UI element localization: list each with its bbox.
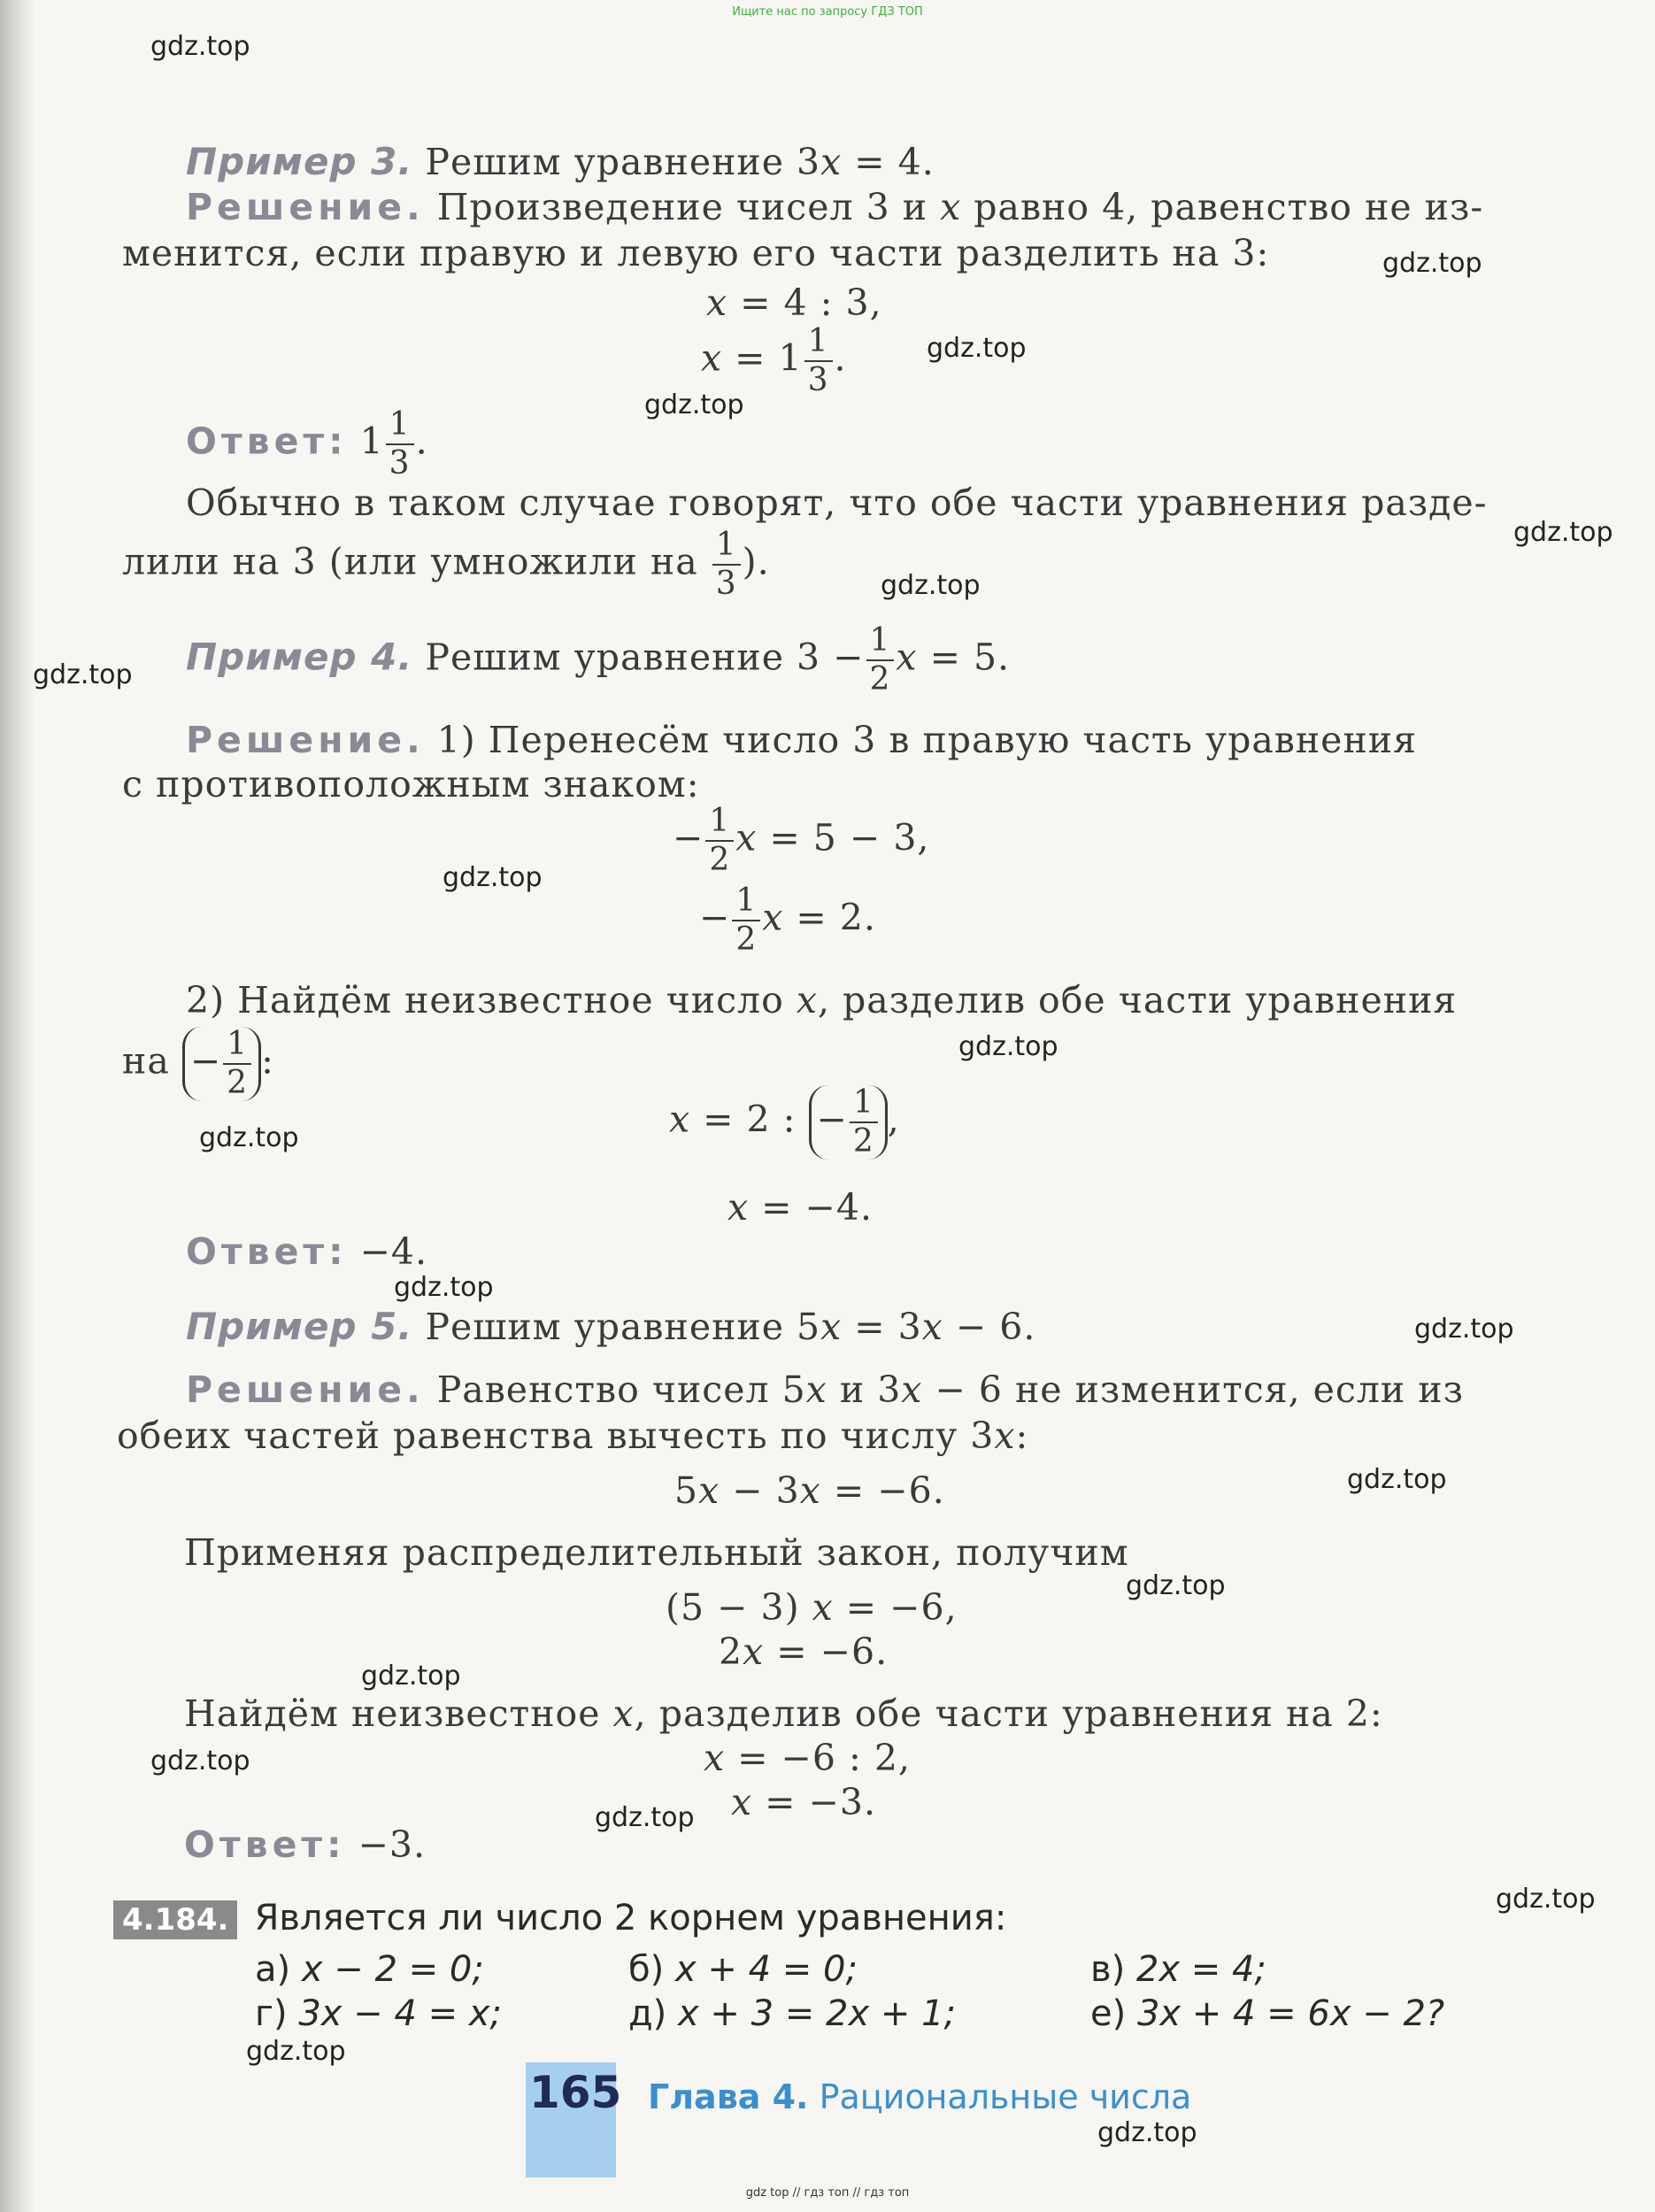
example-label: Пример 4.	[186, 635, 413, 679]
var: x	[701, 336, 723, 380]
text: = 1	[722, 336, 803, 380]
text: 2) Найдём неизвестное число	[186, 979, 797, 1021]
numerator: 1	[866, 625, 895, 661]
watermark: gdz.top	[958, 1031, 1058, 1062]
var: x	[612, 1692, 635, 1735]
var: x	[994, 1414, 1016, 1457]
exercise-number-badge: 4.184.	[113, 1900, 237, 1939]
example-3-heading	[186, 140, 935, 183]
var: x	[762, 896, 784, 939]
equation: − $\frac{1}{2}$ x = 5 − 3,	[673, 803, 930, 878]
example-5-solution-line1	[186, 1368, 1464, 1411]
var: x	[901, 1368, 923, 1411]
text: = 4 : 3,	[727, 281, 882, 324]
text: Найдём неизвестное	[184, 1692, 613, 1735]
chapter-name: Рациональные числа	[808, 2077, 1192, 2116]
watermark: gdz.top	[1414, 1314, 1514, 1345]
solution-label: Решение.	[186, 719, 425, 761]
text: равно 4, равенство не из-	[961, 186, 1484, 228]
watermark: gdz.top	[150, 1746, 250, 1777]
example-4-answer	[186, 1230, 427, 1273]
text: 1	[347, 420, 384, 463]
var: x	[820, 1306, 843, 1348]
page-number: 165	[529, 2067, 622, 2118]
var: x	[820, 141, 843, 183]
var: x	[669, 1098, 691, 1141]
item-equation: 2x = 4;	[1135, 1949, 1266, 1990]
text: обеих частей равенства вычесть по числу 3	[117, 1414, 995, 1457]
numerator: 1	[712, 529, 741, 566]
var: x	[805, 1368, 828, 1411]
parenthesized-fraction: − $\frac{1}{2}$	[809, 1085, 888, 1160]
equation: x = 1 $\frac{1}{3}$ .	[701, 323, 847, 398]
text: = 5.	[917, 636, 1011, 679]
note-line1: Обычно в таком случае говорят, что обе части уравнения разде-	[186, 482, 1488, 524]
example-5-heading	[186, 1305, 1035, 1348]
fraction	[712, 529, 741, 600]
text: лили на 3 (или умножили на	[122, 540, 711, 583]
text: −3.	[345, 1823, 427, 1866]
var: x	[796, 979, 818, 1021]
item-label: б)	[628, 1949, 665, 1990]
exercise-item-d	[628, 1993, 956, 2034]
var: x	[704, 1737, 726, 1779]
denominator: 2	[735, 921, 758, 958]
solution-label: Решение.	[186, 186, 425, 228]
equation	[666, 1586, 958, 1629]
fraction	[850, 1084, 878, 1160]
numerator: 1	[223, 1029, 251, 1065]
fraction	[866, 622, 895, 698]
var: x	[812, 1586, 834, 1629]
text: 2	[719, 1630, 743, 1673]
var: x	[921, 1306, 943, 1348]
equation	[674, 1469, 945, 1512]
watermark: gdz.top	[927, 333, 1027, 364]
numerator: 1	[850, 1087, 878, 1123]
text: ).	[742, 540, 770, 583]
watermark: gdz.top	[595, 1802, 695, 1833]
watermark: gdz.top	[1513, 517, 1613, 548]
find-unknown-line	[184, 1692, 1383, 1735]
watermark: gdz.top	[644, 389, 744, 420]
watermark: gdz.top	[1382, 248, 1482, 279]
watermark: gdz.top	[1347, 1464, 1447, 1495]
example-3-answer: Ответ: 1 $\frac{1}{3}$ .	[186, 406, 428, 482]
text: = −3.	[752, 1781, 877, 1823]
watermark: gdz.top	[150, 31, 250, 62]
example-label: Пример 5.	[186, 1305, 413, 1348]
bottom-note: gdz top // гдз топ // гдз топ	[745, 2186, 910, 2200]
numerator: 1	[386, 409, 414, 445]
numerator: 1	[705, 805, 734, 842]
exercise-4-184	[113, 1898, 1006, 1939]
text: Произведение чисел 3 и	[424, 186, 941, 228]
top-search-note: Ищите нас по запросу ГДЗ ТОП	[732, 5, 923, 19]
denominator: 2	[227, 1065, 249, 1101]
fraction	[804, 323, 833, 398]
text: Решим уравнение 3	[425, 141, 821, 183]
var: x	[940, 186, 962, 228]
equation	[731, 1781, 876, 1823]
text: = −4.	[749, 1186, 874, 1229]
watermark: gdz.top	[1097, 2117, 1197, 2148]
equation: − $\frac{1}{2}$ x = 2.	[699, 882, 876, 958]
text: −4.	[347, 1230, 428, 1273]
var: x	[727, 1186, 750, 1229]
text: (5 − 3)	[666, 1586, 812, 1629]
denominator: 3	[715, 566, 737, 602]
equation: x = 2 : − $\frac{1}{2}$ ,	[669, 1084, 900, 1160]
text: = −6.	[764, 1630, 889, 1673]
watermark: gdz.top	[1496, 1884, 1596, 1915]
watermark: gdz.top	[361, 1661, 461, 1692]
solution-label: Решение.	[186, 1368, 425, 1411]
item-label: в)	[1090, 1949, 1126, 1990]
chapter-label: Глава 4.	[648, 2077, 809, 2116]
var: x	[706, 281, 728, 324]
watermark: gdz.top	[246, 2036, 346, 2067]
text: Решим уравнение 3 −	[425, 636, 865, 679]
denominator: 2	[709, 842, 731, 878]
example-4-heading	[186, 622, 1011, 698]
text: = 2.	[783, 896, 876, 939]
chapter-title	[648, 2077, 1191, 2116]
note-line2	[122, 529, 770, 600]
var: x	[799, 1469, 821, 1512]
fraction	[732, 882, 760, 958]
example-3-solution-line2: менится, если правую и левую его части разделить на 3:	[122, 232, 1270, 274]
example-4-solution-line2: с противоположным знаком:	[122, 763, 700, 805]
text: = 2 :	[690, 1098, 809, 1141]
var: x	[698, 1469, 720, 1512]
item-equation: 3x + 4 = 6x − 2?	[1136, 1993, 1445, 2034]
equation	[719, 1630, 888, 1673]
numerator: 1	[732, 885, 760, 921]
item-equation: x + 3 = 2x + 1;	[677, 1993, 956, 2034]
answer-label: Ответ:	[186, 1230, 348, 1273]
text: 1) Перенесём число 3 в правую часть уравнения	[424, 719, 1417, 761]
item-equation: x − 2 = 0;	[301, 1949, 484, 1990]
text: − 6 не изменится, если из	[922, 1368, 1464, 1411]
watermark: gdz.top	[1126, 1570, 1226, 1601]
var: x	[896, 636, 918, 679]
exercise-item-b	[628, 1949, 858, 1990]
var: x	[735, 816, 758, 859]
denominator: 2	[869, 661, 891, 698]
watermark: gdz.top	[33, 659, 133, 690]
exercise-item-a	[255, 1949, 484, 1990]
text: − 6.	[943, 1306, 1036, 1348]
text: = 3	[842, 1306, 922, 1348]
example-4-solution-line1	[186, 719, 1417, 761]
text: 5	[674, 1469, 699, 1512]
answer-label: Ответ:	[186, 420, 348, 463]
exercise-item-e	[1090, 1993, 1444, 2034]
fraction	[223, 1026, 251, 1101]
text: = −6,	[833, 1586, 958, 1629]
text: − 3	[720, 1469, 800, 1512]
numerator: 1	[804, 326, 833, 362]
watermark: gdz.top	[394, 1272, 494, 1303]
item-equation: x + 4 = 0;	[675, 1949, 858, 1990]
var: x	[731, 1781, 753, 1823]
example-4-step2-line2: на − $\frac{1}{2}$ :	[122, 1026, 274, 1101]
example-5-solution-line2	[117, 1414, 1028, 1457]
parenthesized-fraction: − $\frac{1}{2}$	[182, 1027, 261, 1101]
text: , разделив обе части уравнения на 2:	[634, 1692, 1383, 1735]
equation	[704, 1737, 911, 1779]
denominator: 2	[852, 1123, 874, 1160]
exercise-item-v	[1090, 1949, 1266, 1990]
text: и 3	[827, 1368, 902, 1411]
text: = −6.	[820, 1469, 945, 1512]
text: = 5 − 3,	[757, 816, 930, 859]
exercise-item-g	[255, 1993, 502, 2034]
example-5-answer	[184, 1823, 426, 1866]
answer-label: Ответ:	[184, 1823, 346, 1866]
text: , разделив обе части уравнения	[817, 979, 1458, 1021]
watermark: gdz.top	[199, 1122, 299, 1153]
item-label: а)	[255, 1949, 291, 1990]
equation	[727, 1186, 873, 1229]
equation	[706, 281, 882, 324]
text: Равенство чисел 5	[424, 1368, 806, 1411]
denominator: 3	[807, 362, 829, 398]
example-label: Пример 3.	[186, 140, 413, 183]
watermark: gdz.top	[881, 570, 981, 601]
text: Решим уравнение 5	[425, 1306, 821, 1348]
book-spine-shadow	[0, 0, 35, 2212]
denominator: 3	[389, 445, 411, 482]
item-label: г)	[255, 1993, 288, 2034]
text: на	[122, 1039, 182, 1083]
watermark: gdz.top	[443, 862, 543, 893]
var: x	[743, 1630, 765, 1673]
fraction	[386, 406, 414, 482]
fraction	[705, 805, 734, 876]
exercise-question: Является ли число 2 корнем уравнения:	[254, 1898, 1007, 1938]
item-label: е)	[1090, 1993, 1127, 2034]
text: = −6 : 2,	[725, 1737, 911, 1779]
item-label: д)	[628, 1993, 667, 2034]
text: :	[1015, 1414, 1029, 1457]
example-3-solution-line1	[186, 186, 1483, 228]
distributive-law-line: Применяя распределительный закон, получим	[184, 1531, 1129, 1574]
item-equation: 3x − 4 = x;	[298, 1993, 502, 2034]
example-4-step2-line1	[186, 979, 1457, 1021]
text: = 4.	[842, 141, 935, 183]
